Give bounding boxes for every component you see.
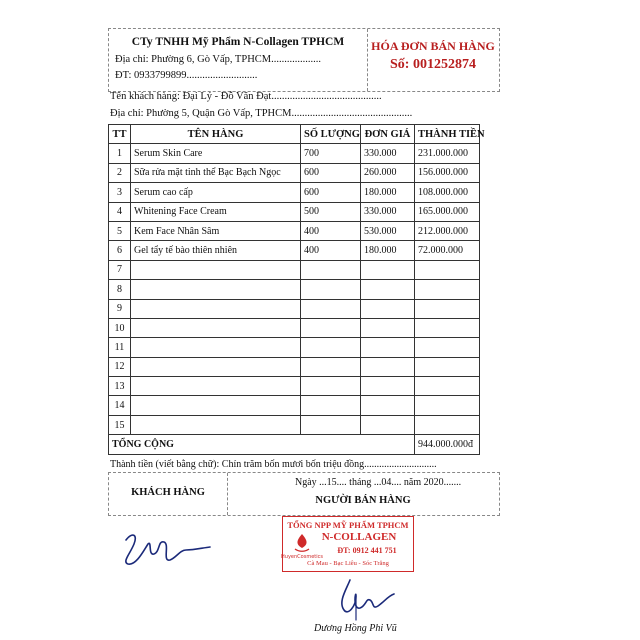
table-row [109, 260, 480, 279]
table-row [109, 183, 480, 202]
row-amount: 108.000.000 [415, 183, 480, 202]
invoice-date: Ngày ...15.... tháng ...04.... năm 2020....... [295, 477, 462, 488]
row-amount [415, 280, 480, 299]
row-qty: 500 [301, 202, 361, 221]
row-name: Whitening Face Cream [131, 202, 301, 221]
row-tt: 1 [109, 144, 131, 163]
row-tt: 7 [109, 260, 131, 279]
row-qty: 700 [301, 144, 361, 163]
row-price: 530.000 [361, 221, 415, 240]
row-name [131, 415, 301, 434]
row-price: 330.000 [361, 202, 415, 221]
company-stamp [282, 516, 414, 572]
row-tt: 5 [109, 221, 131, 240]
row-amount: 212.000.000 [415, 221, 480, 240]
row-amount [415, 377, 480, 396]
customer-signature [118, 528, 214, 572]
customer-signature-label: KHÁCH HÀNG [131, 487, 205, 498]
row-tt: 3 [109, 183, 131, 202]
customer-name: Tên khách hàng: Đại Lý - Đỗ Văn Đạt.......................................... [110, 91, 382, 102]
row-tt: 9 [109, 299, 131, 318]
row-price: 260.000 [361, 163, 415, 182]
row-amount: 156.000.000 [415, 163, 480, 182]
row-name [131, 299, 301, 318]
row-name [131, 377, 301, 396]
row-price [361, 318, 415, 337]
col-header-price: ĐƠN GIÁ [361, 125, 415, 144]
row-amount: 231.000.000 [415, 144, 480, 163]
row-amount [415, 415, 480, 434]
row-amount [415, 260, 480, 279]
row-price [361, 415, 415, 434]
table-row [109, 221, 480, 240]
row-qty [301, 280, 361, 299]
table-header-row [109, 125, 480, 144]
row-qty [301, 396, 361, 415]
row-amount [415, 396, 480, 415]
seller-signature [326, 576, 398, 622]
invoice-number-label: Số: [390, 57, 410, 72]
row-name: Kem Face Nhân Sâm [131, 221, 301, 240]
row-qty [301, 260, 361, 279]
row-tt: 12 [109, 357, 131, 376]
seller-name: Dương Hồng Phi Vũ [314, 623, 397, 634]
row-tt: 8 [109, 280, 131, 299]
row-qty [301, 338, 361, 357]
stamp-line4: Cà Mau - Bạc Liêu - Sóc Trăng [307, 560, 389, 567]
row-price [361, 377, 415, 396]
table-row [109, 163, 480, 182]
row-name: Serum cao cấp [131, 183, 301, 202]
row-tt: 11 [109, 338, 131, 357]
total-label: TỔNG CỘNG [109, 435, 415, 454]
row-price: 330.000 [361, 144, 415, 163]
row-name: Gel tẩy tế bào thiên nhiên [131, 241, 301, 260]
row-price: 180.000 [361, 183, 415, 202]
row-qty [301, 299, 361, 318]
company-name: CTy TNHH Mỹ Phẩm N-Collagen TPHCM [131, 36, 345, 48]
row-qty: 400 [301, 241, 361, 260]
row-qty [301, 377, 361, 396]
row-price [361, 299, 415, 318]
company-phone: ĐT: 0933799899........................... [115, 70, 258, 81]
row-qty: 600 [301, 163, 361, 182]
invoice-title: HÓA ĐƠN BÁN HÀNG [371, 39, 495, 53]
row-amount [415, 318, 480, 337]
table-row [109, 299, 480, 318]
table-row [109, 415, 480, 434]
row-amount [415, 338, 480, 357]
row-qty: 600 [301, 183, 361, 202]
row-tt: 15 [109, 415, 131, 434]
row-amount [415, 357, 480, 376]
table-row [109, 144, 480, 163]
table-row [109, 202, 480, 221]
stamp-line1: TỔNG NPP MỸ PHẨM TPHCM [287, 520, 409, 530]
row-name: Serum Skin Care [131, 144, 301, 163]
row-qty [301, 357, 361, 376]
col-header-qty: SỐ LƯỢNG [301, 125, 361, 144]
invoice-number [367, 57, 499, 73]
row-name [131, 396, 301, 415]
row-price: 180.000 [361, 241, 415, 260]
invoice-header-box [108, 28, 500, 92]
signature-divider [227, 473, 228, 515]
row-amount [415, 299, 480, 318]
items-table [108, 124, 485, 455]
row-qty [301, 415, 361, 434]
row-amount: 72.000.000 [415, 241, 480, 260]
col-header-amount: THÀNH TIỀN [415, 125, 480, 144]
row-qty: 400 [301, 221, 361, 240]
invoice-number-value: 001252874 [412, 57, 476, 72]
signature-box [108, 472, 500, 516]
col-header-tt: TT [109, 125, 131, 144]
company-address: Địa chỉ: Phường 6, Gò Vấp, TPHCM................... [115, 54, 321, 65]
row-price [361, 260, 415, 279]
table-row [109, 318, 480, 337]
table-row [109, 357, 480, 376]
amount-in-words: Thành tiền (viết bằng chữ): Chín trăm bốn mươi bốn triệu đồng............................. [110, 459, 437, 470]
row-name: Sữa rửa mặt tinh thể Bạc Bạch Ngọc [131, 163, 301, 182]
stamp-line3: ĐT: 0912 441 751 [337, 546, 397, 555]
row-tt: 6 [109, 241, 131, 260]
table-row [109, 280, 480, 299]
row-tt: 4 [109, 202, 131, 221]
row-price [361, 280, 415, 299]
table-row [109, 241, 480, 260]
row-price [361, 338, 415, 357]
row-name [131, 280, 301, 299]
row-amount: 165.000.000 [415, 202, 480, 221]
row-tt: 10 [109, 318, 131, 337]
table-row [109, 338, 480, 357]
row-name [131, 338, 301, 357]
row-tt: 13 [109, 377, 131, 396]
row-price [361, 357, 415, 376]
row-tt: 2 [109, 163, 131, 182]
table-row [109, 396, 480, 415]
col-header-name: TÊN HÀNG [131, 125, 301, 144]
logo-text: HuyenCosmetics [281, 554, 323, 560]
row-name [131, 357, 301, 376]
total-row [109, 435, 480, 454]
table-row [109, 377, 480, 396]
row-name [131, 318, 301, 337]
row-qty [301, 318, 361, 337]
row-name [131, 260, 301, 279]
seller-signature-label: NGƯỜI BÁN HÀNG [315, 495, 411, 506]
row-price [361, 396, 415, 415]
stamp-line2: N-COLLAGEN [321, 531, 397, 543]
row-tt: 14 [109, 396, 131, 415]
total-value: 944.000.000đ [415, 435, 480, 454]
customer-address: Địa chỉ: Phường 5, Quận Gò Vấp, TPHCM.............................................. [110, 108, 413, 119]
